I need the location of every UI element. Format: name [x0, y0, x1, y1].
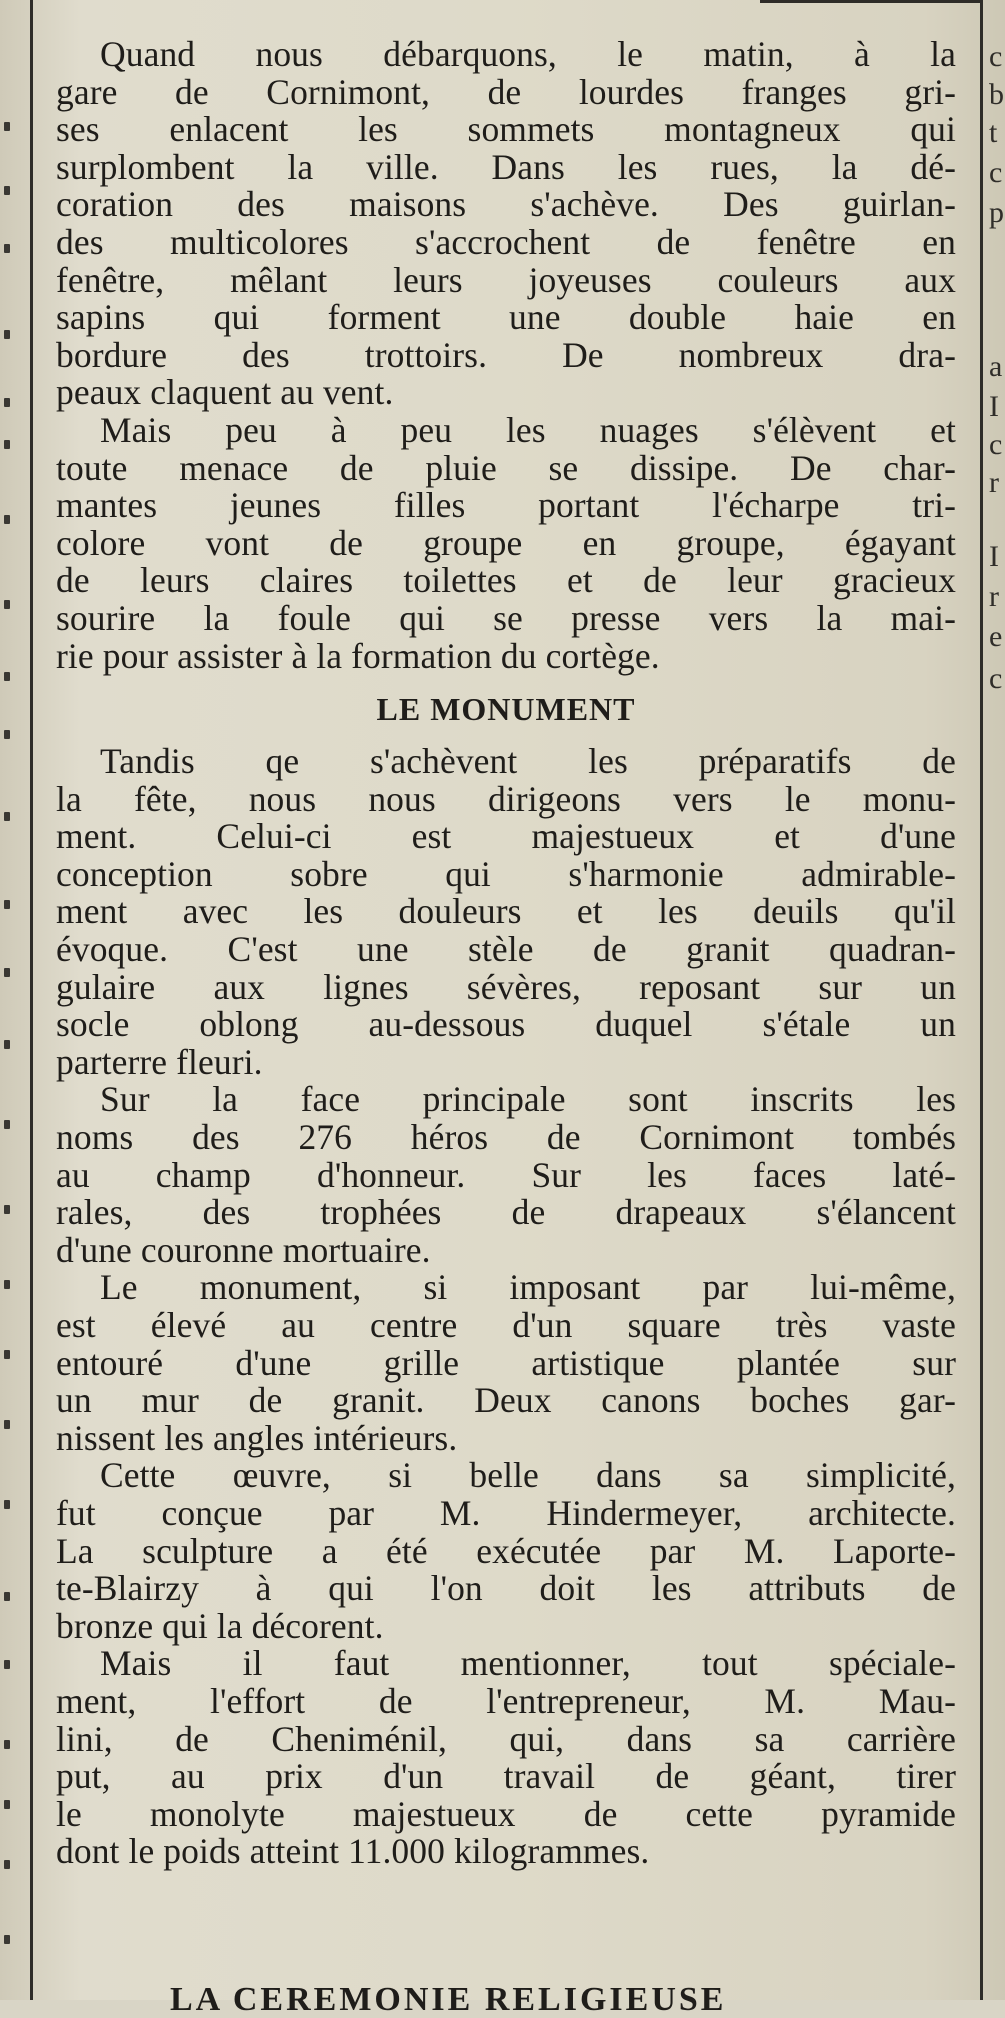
- text-line: sourire la foule qui se presse vers la mai-: [56, 597, 956, 638]
- text-line: Mais il faut mentionner, tout spéciale-: [100, 1643, 956, 1684]
- text-line: toute menace de pluie se dissipe. De char-: [56, 447, 956, 488]
- text-line: de leurs claires toilettes et de leur gracieux: [56, 560, 956, 601]
- margin-letter: I: [989, 390, 999, 423]
- text-line: dont le poids atteint 11.000 kilogrammes.: [56, 1831, 650, 1872]
- text-line: te-Blairzy à qui l'on doit les attributs de: [56, 1568, 956, 1609]
- text-line: Tandis qe s'achèvent les préparatifs de: [100, 741, 956, 782]
- column-rule-top: [760, 0, 980, 3]
- margin-letter: b: [989, 78, 1004, 111]
- text-line: au champ d'honneur. Sur les faces laté-: [56, 1154, 956, 1195]
- text-line: un mur de granit. Deux canons boches gar-: [56, 1380, 956, 1421]
- paragraph-arrival: [56, 36, 956, 412]
- paragraph-entrepreneur: [56, 1645, 956, 1871]
- margin-letter: a: [989, 350, 1003, 383]
- margin-letter: p: [989, 196, 1004, 229]
- text-line: évoque. C'est une stèle de granit quadran-: [56, 929, 956, 970]
- margin-letter: t: [989, 116, 998, 149]
- text-line: parterre fleuri.: [56, 1041, 263, 1082]
- text-line: put, au prix d'un travail de géant, tirer: [56, 1756, 956, 1797]
- text-line: noms des 276 héros de Cornimont tombés: [56, 1117, 956, 1158]
- text-line: sapins qui forment une double haie en: [56, 297, 956, 338]
- paragraph-face: [56, 1081, 956, 1269]
- text-line: gulaire aux lignes sévères, reposant sur un: [56, 966, 956, 1007]
- text-line: Le monument, si imposant par lui-même,: [100, 1267, 956, 1308]
- text-line: lini, de Cheniménil, qui, dans sa carrière: [56, 1718, 956, 1759]
- next-section-heading: LA CEREMONIE RELIGIEUSE: [170, 1981, 727, 2018]
- margin-letter: r: [989, 466, 999, 499]
- text-line: rales, des trophées de drapeaux s'élancent: [56, 1192, 956, 1233]
- text-line: Sur la face principale sont inscrits les: [100, 1079, 956, 1120]
- text-line: la fête, nous nous dirigeons vers le monu-: [56, 778, 956, 819]
- text-line: entouré d'une grille artistique plantée sur: [56, 1342, 956, 1383]
- text-line: Mais peu à peu les nuages s'élèvent et: [100, 409, 956, 450]
- left-column-fragments: [0, 0, 26, 2000]
- text-line: des multicolores s'accrochent de fenêtre en: [56, 221, 956, 262]
- text-line: Quand nous débarquons, le matin, à la: [100, 34, 956, 74]
- text-line: ment. Celui-ci est majestueux et d'une: [56, 816, 956, 857]
- text-line: peaux claquent au vent.: [56, 372, 394, 413]
- text-line: gare de Cornimont, de lourdes franges gri-: [56, 71, 956, 112]
- margin-letter: c: [989, 662, 1003, 695]
- text-line: est élevé au centre d'un square très vaste: [56, 1305, 956, 1345]
- margin-letter: c: [989, 40, 1003, 73]
- text-line: La sculpture a été exécutée par M. Laporte-: [56, 1530, 956, 1571]
- text-line: bordure des trottoirs. De nombreux dra-: [56, 334, 956, 375]
- text-line: nissent les angles intérieurs.: [56, 1417, 458, 1458]
- text-line: surplombent la ville. Dans les rues, la dé-: [56, 146, 956, 187]
- column-rule-left: [30, 0, 33, 2000]
- text-line: Cette œuvre, si belle dans sa simplicité,: [100, 1455, 956, 1496]
- text-line: d'une couronne mortuaire.: [56, 1229, 431, 1270]
- margin-letter: e: [989, 620, 1003, 653]
- column-rule-right: [980, 0, 983, 2000]
- text-line: socle oblong au-dessous duquel s'étale un: [56, 1004, 956, 1045]
- text-line: colore vont de groupe en groupe, égayant: [56, 522, 956, 563]
- paragraph-oeuvre: [56, 1457, 956, 1645]
- text-line: le monolyte majestueux de cette pyramide: [56, 1793, 956, 1834]
- article-column: [56, 36, 956, 1871]
- text-line: fenêtre, mêlant leurs joyeuses couleurs aux: [56, 259, 956, 300]
- paragraph-monument: [56, 743, 956, 1081]
- margin-letter: c: [989, 428, 1003, 461]
- margin-letter: c: [989, 156, 1003, 189]
- text-line: conception sobre qui s'harmonie admirable-: [56, 853, 956, 894]
- paragraph-clouds: [56, 409, 956, 676]
- text-line: ment avec les douleurs et les deuils qu'il: [56, 891, 956, 932]
- margin-letter: I: [989, 540, 999, 573]
- section-title: LE MONUMENT: [376, 691, 636, 728]
- text-line: mantes jeunes filles portant l'écharpe tri-: [56, 485, 956, 526]
- margin-letter: r: [989, 580, 999, 613]
- text-line: ses enlacent les sommets montagneux qui: [56, 109, 956, 150]
- right-column-fragments: [987, 0, 1005, 2000]
- text-line: coration des maisons s'achève. Des guirlan-: [56, 184, 956, 225]
- text-line: ment, l'effort de l'entrepreneur, M. Mau-: [56, 1680, 956, 1721]
- text-line: fut conçue par M. Hindermeyer, architecte.: [56, 1492, 956, 1533]
- text-line: rie pour assister à la formation du cortège.: [56, 635, 660, 676]
- paragraph-square: [56, 1269, 956, 1457]
- text-line: bronze qui la décorent.: [56, 1605, 384, 1646]
